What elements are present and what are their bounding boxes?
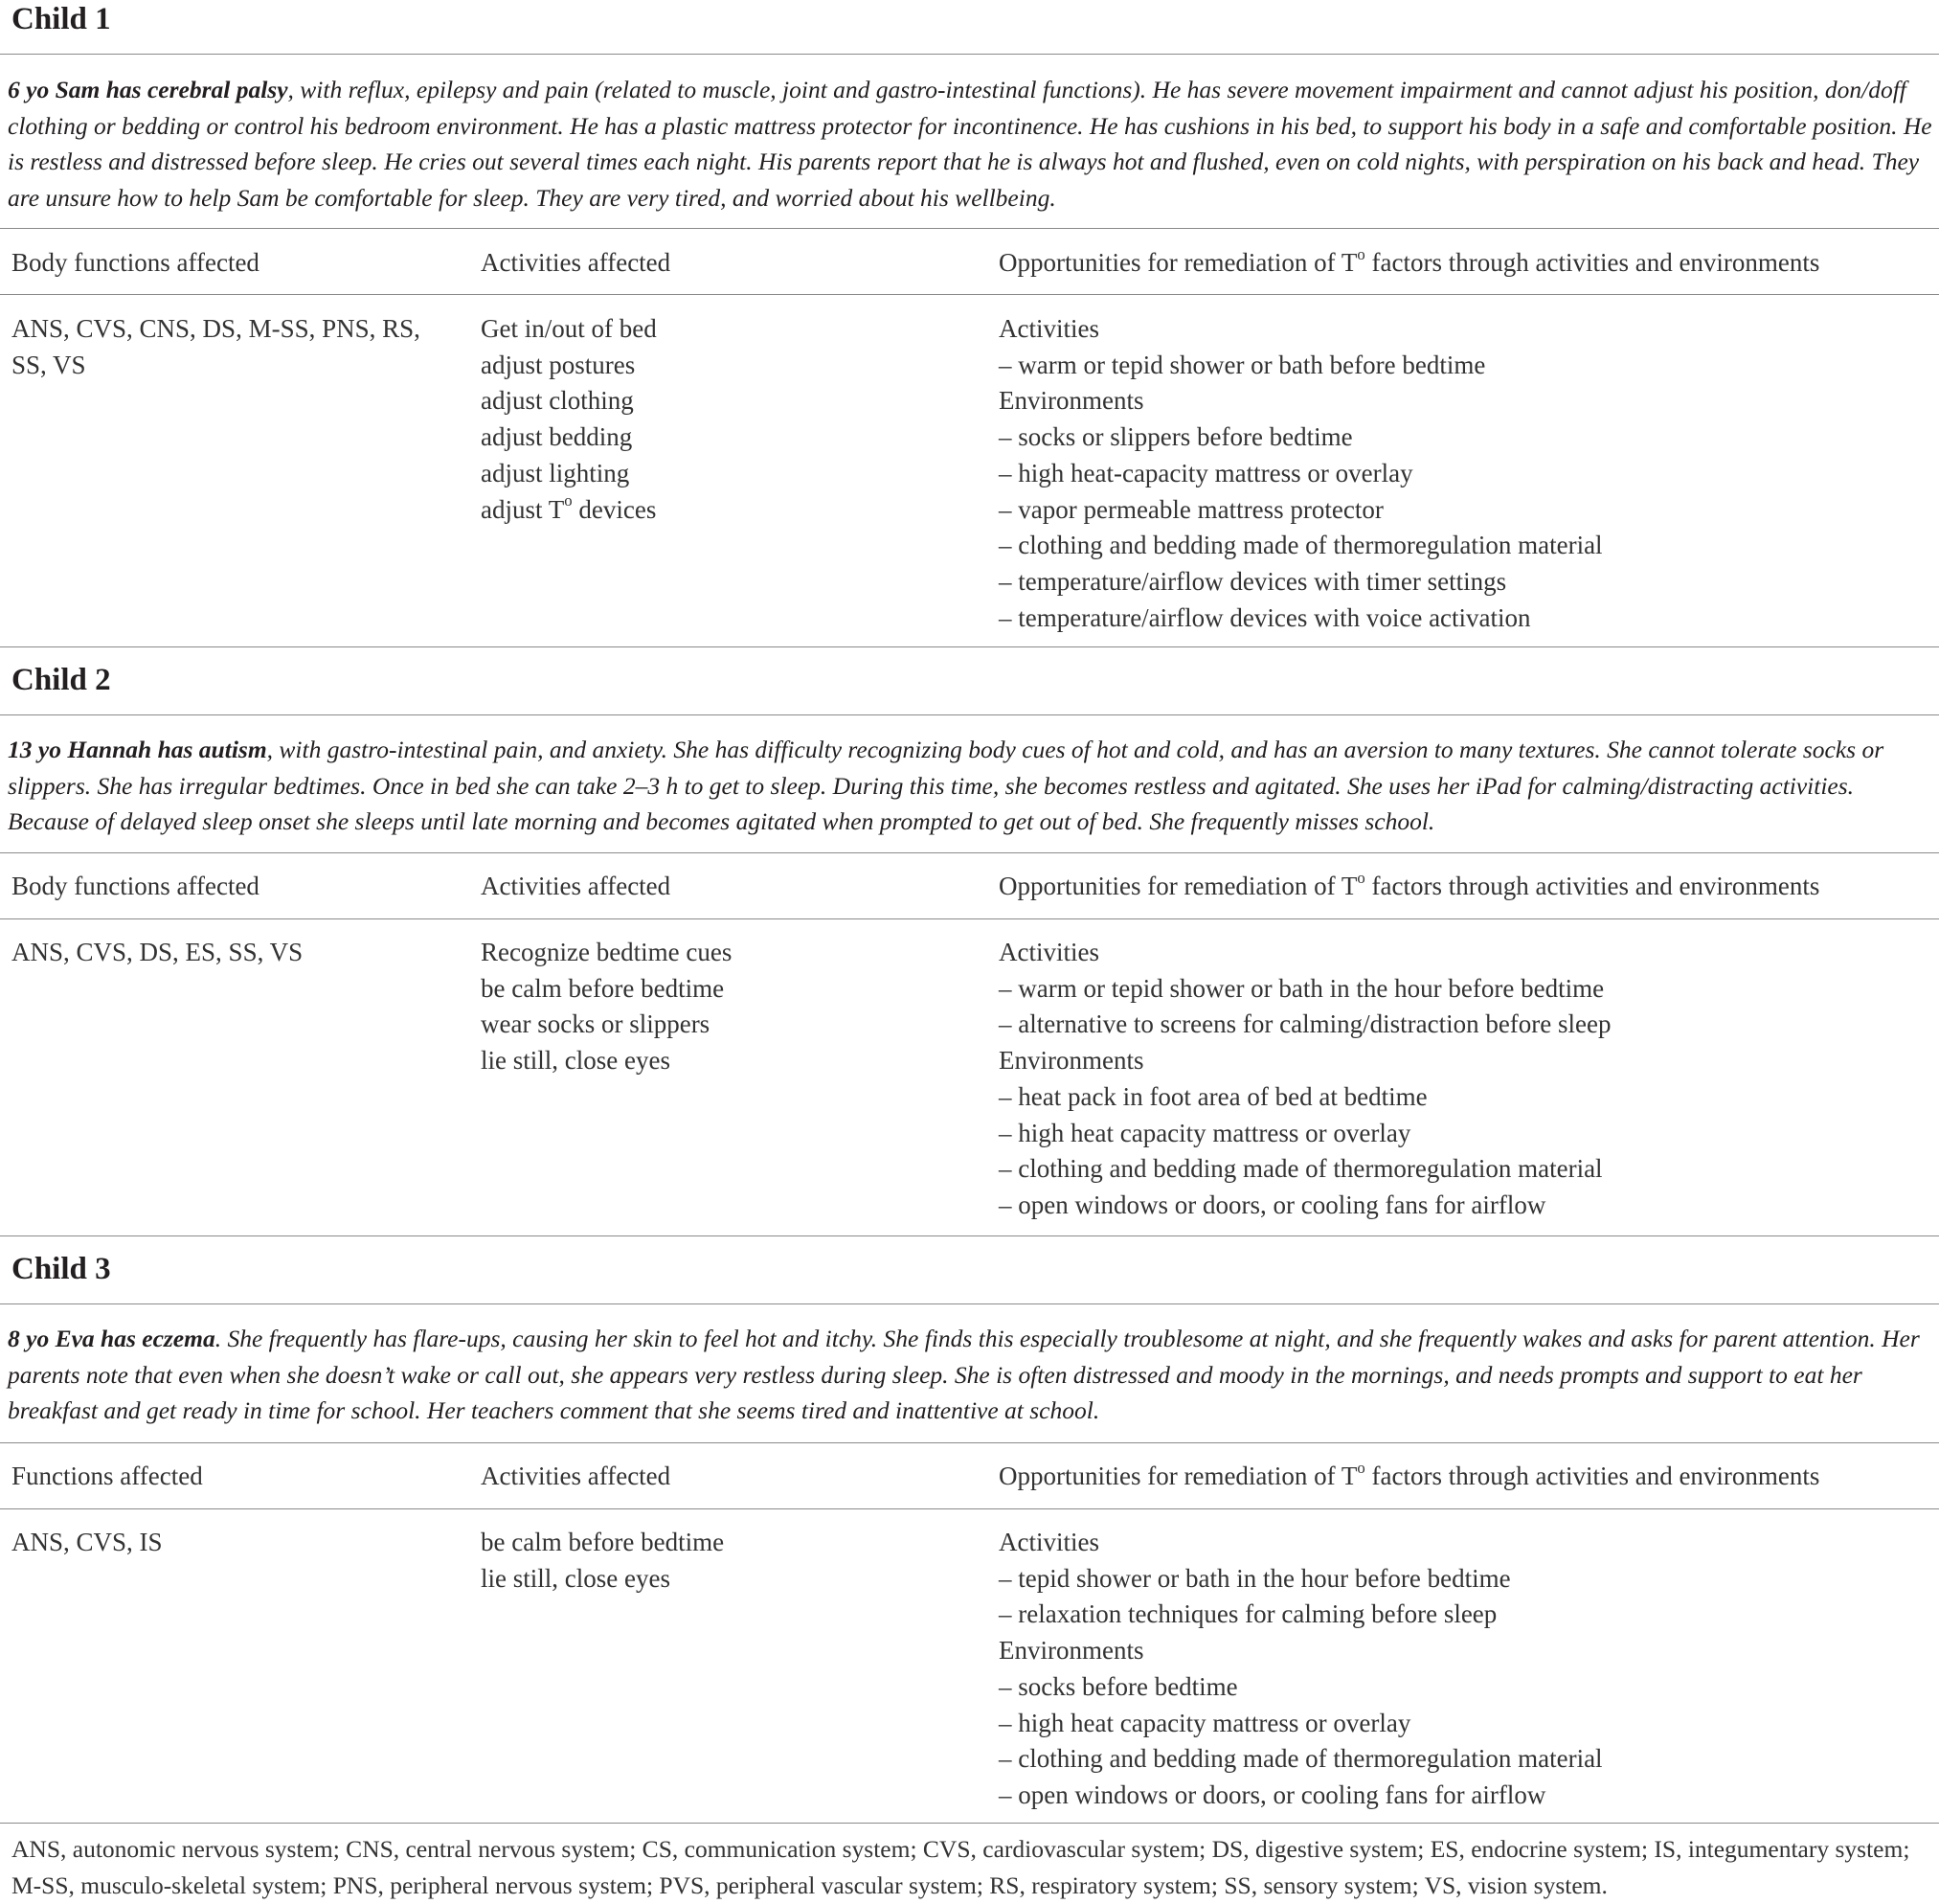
divider — [0, 918, 1939, 919]
child-2-case-rest: , with gastro-intestinal pain, and anxiety. She has difficulty recognizing body cues of hot and cold, and has an aversion to many textures. She cannot tolerate socks or slippers. She has irregular bedtimes. Once in bed she can take 2–3 h to get to sleep. During this time, she becomes restless and agitated. She uses her iPad for calming/distracting activities. Because of delayed sleep onset she sleeps until late morning and becomes agitated when prompted to get out of bed. She frequently misses school. — [8, 736, 1884, 836]
opportunity-line: – alternative to screens for calming/distraction before sleep — [999, 1009, 1612, 1039]
divider — [0, 646, 1939, 647]
child-2-header-opportunities: Opportunities for remediation of $T^o$ factors through activities and environments — [999, 868, 1820, 900]
child-1-opportunities-cell — [999, 311, 1937, 636]
function-line: ANS, CVS, DS, ES, SS, VS — [11, 938, 304, 966]
opportunity-line: – open windows or doors, or cooling fans for airflow — [999, 1779, 1546, 1809]
child-3-title: Child 3 — [11, 1252, 111, 1286]
child-1-title: Child 1 — [11, 2, 111, 36]
activity-line: lie still, close eyes — [481, 1046, 670, 1076]
child-3-header-activities: Activities affected — [481, 1462, 671, 1490]
child-1-functions-cell — [11, 311, 462, 383]
child-1-case-lead: 6 yo Sam has cerebral palsy — [8, 76, 288, 103]
divider — [0, 294, 1939, 295]
activity-line: adjust postures — [481, 350, 636, 379]
opportunity-line: Environments — [999, 1636, 1144, 1666]
child-3-functions-cell — [11, 1525, 462, 1561]
child-3-case-lead: 8 yo Eva has eczema — [8, 1325, 215, 1352]
opportunity-line: – socks or slippers before bedtime — [999, 422, 1353, 452]
child-1-case-rest: , with reflux, epilepsy and pain (related to muscle, joint and gastro-intestinal functions). He has severe movement impairment and cannot adjust his position, don/doff clothing or bedding or control his bedroom environment. He has a plastic mattress protector for incontinence. He has cushions in his bed, to support his body in a safe and comfortable position. He is restless and distressed before sleep. He cries out several times each night. His parents report that he is always hot and flushed, even on cold nights, with perspiration on his back and head. They are unsure how to help Sam be comfortable for sleep. They are very tired, and worried about his wellbeing. — [8, 76, 1932, 213]
child-3-case-rest: . She frequently has flare-ups, causing her skin to feel hot and itchy. She finds this especially troublesome at night, and she frequently wakes and asks for parent attention. Her parents note that even when she doesn’t wake or call out, she appears very restless during sleep. She is often distressed and moody in the mornings, and needs prompts and support to eat her breakfast and get ready in time for school. Her teachers comment that she seems tired and inattentive at school. — [8, 1325, 1920, 1425]
divider — [0, 54, 1939, 55]
child-1-activities-cell — [481, 311, 979, 528]
activity-line: adjust bedding — [481, 422, 633, 452]
function-line: ANS, CVS, CNS, DS, M-SS, PNS, RS, — [11, 314, 420, 343]
child-2-functions-cell — [11, 935, 462, 971]
child-1-case-description — [8, 72, 1934, 216]
activity-line: adjust lighting — [481, 458, 630, 487]
opportunity-line: – open windows or doors, or cooling fans for airflow — [999, 1190, 1546, 1219]
opportunity-line: – socks before bedtime — [999, 1671, 1238, 1701]
opportunity-line: – warm or tepid shower or bath in the hour before bedtime — [999, 973, 1605, 1003]
divider — [0, 1823, 1939, 1824]
opportunity-line: – temperature/airflow devices with timer settings — [999, 566, 1507, 596]
child-2-activities-cell — [481, 935, 979, 1079]
opportunity-line: – clothing and bedding made of thermoregulation material — [999, 531, 1603, 560]
activity-line: adjust clothing — [481, 386, 634, 416]
child-2-title: Child 2 — [11, 663, 111, 697]
opportunity-line: – tepid shower or bath in the hour before bedtime — [999, 1563, 1511, 1593]
function-line: SS, VS — [11, 350, 86, 379]
activity-line: Get in/out of bed — [481, 314, 657, 343]
opportunity-line: – warm or tepid shower or bath before bedtime — [999, 350, 1486, 379]
child-3-header-opportunities: Opportunities for remediation of $T^o$ factors through activities and environments — [999, 1458, 1820, 1490]
abbreviations-footnote: ANS, autonomic nervous system; CNS, central nervous system; CS, communication system; CVS, cardiovascular system; DS, digestive system; ES, endocrine system; IS, integumentary system; M-SS, musculo-skeletal system; PNS, peripheral nervous system; PVS, peripheral vascular system; RS, respiratory system; SS, sensory system; VS, vision system. — [11, 1835, 1910, 1899]
child-3-header-functions: Functions affected — [11, 1462, 203, 1490]
activity-line: Recognize bedtime cues — [481, 938, 733, 966]
opportunity-line: – vapor permeable mattress protector — [999, 494, 1384, 524]
child-2-case-description — [8, 732, 1934, 840]
opportunity-line: Activities — [999, 938, 1099, 966]
opportunity-line: – clothing and bedding made of thermoregulation material — [999, 1744, 1603, 1774]
child-2-opportunities-cell — [999, 935, 1937, 1224]
divider — [0, 1235, 1939, 1236]
activity-line: be calm before bedtime — [481, 973, 725, 1003]
activity-line: adjust $T^o$ devices — [481, 491, 657, 524]
child-2-case-lead: 13 yo Hannah has autism — [8, 736, 267, 763]
activity-line: wear socks or slippers — [481, 1009, 710, 1039]
opportunity-line: Environments — [999, 1046, 1144, 1076]
activity-line: lie still, close eyes — [481, 1563, 670, 1593]
divider — [0, 1442, 1939, 1443]
divider — [0, 1303, 1939, 1304]
child-2-header-functions: Body functions affected — [11, 872, 259, 900]
child-1-header-functions: Body functions affected — [11, 248, 259, 277]
opportunity-line: Activities — [999, 314, 1099, 343]
divider — [0, 714, 1939, 715]
opportunity-line: – high heat-capacity mattress or overlay — [999, 458, 1413, 487]
child-1-header-activities: Activities affected — [481, 248, 671, 277]
divider — [0, 228, 1939, 229]
opportunity-line: Activities — [999, 1528, 1099, 1556]
opportunity-line: – high heat capacity mattress or overlay — [999, 1118, 1411, 1147]
divider — [0, 852, 1939, 853]
activity-line: be calm before bedtime — [481, 1528, 725, 1556]
child-3-case-description — [8, 1321, 1934, 1429]
child-3-opportunities-cell — [999, 1525, 1937, 1814]
opportunity-line: – temperature/airflow devices with voice activation — [999, 602, 1531, 632]
opportunity-line: Environments — [999, 386, 1144, 416]
divider — [0, 1508, 1939, 1509]
opportunity-line: – heat pack in foot area of bed at bedtime — [999, 1081, 1428, 1111]
opportunity-line: – high heat capacity mattress or overlay — [999, 1708, 1411, 1737]
child-2-header-activities: Activities affected — [481, 872, 671, 900]
function-line: ANS, CVS, IS — [11, 1528, 163, 1556]
child-1-header-opportunities: Opportunities for remediation of $T^o$ factors through activities and environments — [999, 244, 1820, 277]
opportunity-line: – relaxation techniques for calming before sleep — [999, 1599, 1498, 1629]
opportunity-line: – clothing and bedding made of thermoregulation material — [999, 1154, 1603, 1184]
child-3-activities-cell — [481, 1525, 979, 1597]
